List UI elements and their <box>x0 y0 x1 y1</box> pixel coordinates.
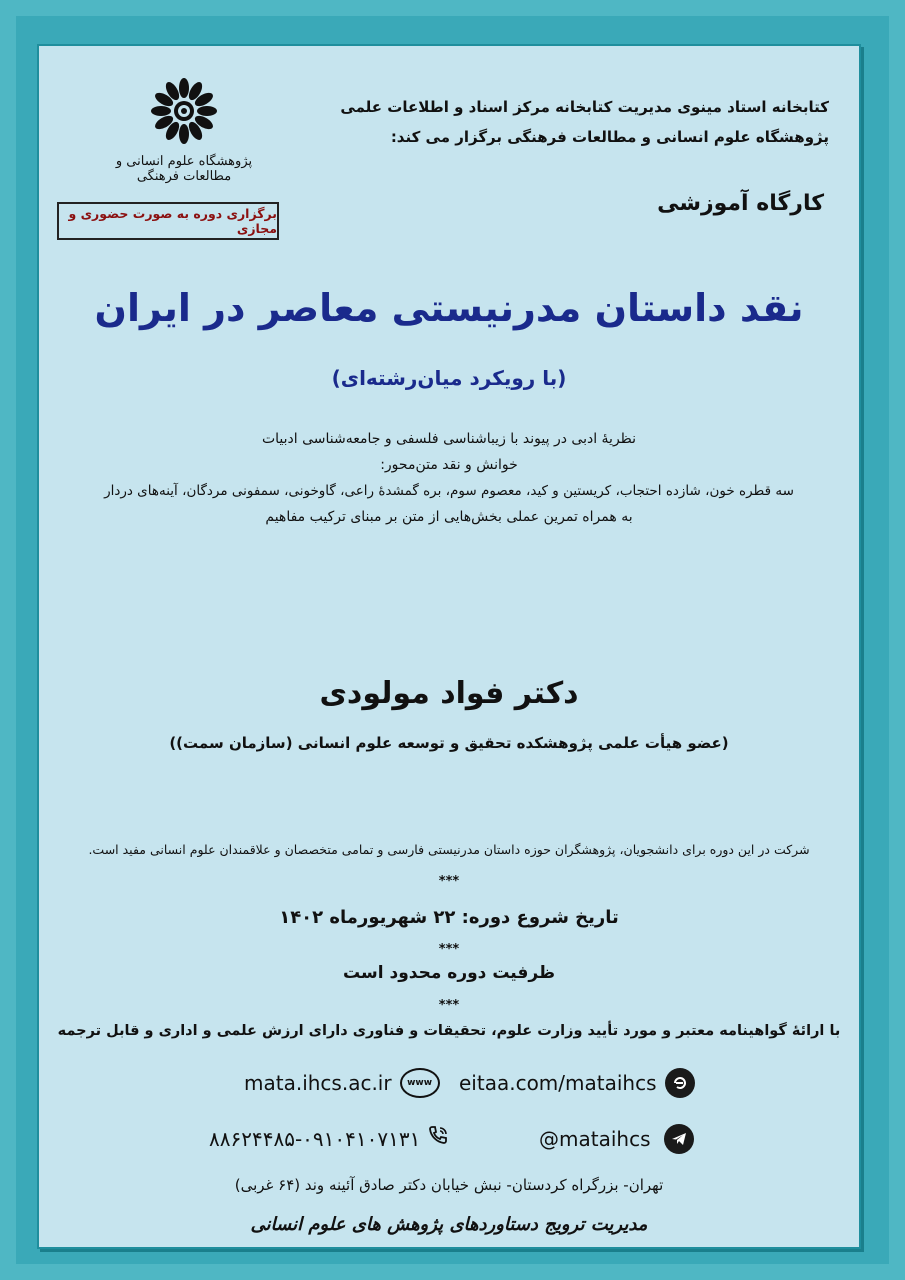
separator-2: *** <box>438 942 460 957</box>
start-date: تاریخ شروع دوره: ۲۲ شهریورماه ۱۴۰۲ <box>279 907 619 928</box>
telegram-handle[interactable]: @mataihcs <box>539 1127 651 1151</box>
phone-numbers[interactable]: ۸۸۶۲۴۴۸۵-۰۹۱۰۴۱۰۷۱۳۱ <box>209 1126 421 1151</box>
eitaa-url[interactable]: eitaa.com/mataihcs <box>459 1071 657 1095</box>
globe-icon: www <box>400 1068 440 1098</box>
workshop-title: نقد داستان مدرنیستی معاصر در ایران <box>94 286 804 330</box>
eitaa-icon <box>665 1068 695 1098</box>
website-url[interactable]: mata.ihcs.ac.ir <box>244 1071 392 1095</box>
address: تهران- بزرگراه کردستان- نبش خیابان دکتر صادق آئینه وند (۶۴ غربی) <box>234 1176 664 1194</box>
workshop-label: کارگاه آموزشی <box>657 191 824 216</box>
separator-1: *** <box>438 874 460 889</box>
description-line-4: به همراه تمرین عملی بخش‌هایی از متن بر مبنای ترکیب مفاهیم <box>265 509 633 525</box>
separator-3: *** <box>438 998 460 1013</box>
phone-contact[interactable] <box>209 1124 450 1153</box>
instructor-affiliation: (عضو هیأت علمی پژوهشکده تحقیق و توسعه علوم انسانی (سازمان سمت)) <box>169 734 729 752</box>
workshop-subtitle: (با رویکرد میان‌رشته‌ای) <box>331 366 567 390</box>
certificate-note: با ارائهٔ گواهینامه معتبر و مورد تأیید وزارت علوم، تحقیقات و فناوری دارای ارزش علمی و اداری و قابل ترجمه <box>57 1023 841 1039</box>
institute-emblem-icon <box>149 76 219 146</box>
telegram-icon <box>664 1124 694 1154</box>
poster-card <box>37 44 861 1249</box>
website-contact[interactable] <box>244 1068 440 1098</box>
capacity-note: ظرفیت دوره محدود است <box>343 963 555 983</box>
footer-department: مدیریت ترویج دستاوردهای پژوهش های علوم انسانی <box>250 1214 648 1235</box>
attendance-mode-badge: برگزاری دوره به صورت حضوری و مجازی <box>57 202 279 240</box>
instructor-name: دکتر فواد مولودی <box>319 676 579 711</box>
institute-logo-text: پژوهشگاه علوم انسانی و مطالعات فرهنگی <box>115 154 253 184</box>
eitaa-contact[interactable] <box>459 1068 695 1098</box>
description-line-3: سه قطره خون، شازده احتجاب، کریستین و کید، معصوم سوم، بره گمشدهٔ راعی، گاوخونی، سمفونی مردگان، آینه‌های دردار <box>104 483 794 499</box>
organizer-line-1: کتابخانه استاد مینوی مدیریت کتابخانه مرکز اسناد و اطلاعات علمی <box>340 98 829 116</box>
description-line-2: خوانش و نقد متن‌محور: <box>380 457 518 473</box>
telegram-contact[interactable] <box>539 1124 694 1154</box>
target-audience: شرکت در این دوره برای دانشجویان، پژوهشگران حوزه داستان مدرنیستی فارسی و تمامی متخصصان و علاقمندان علوم انسانی مفید است. <box>88 842 810 857</box>
description-line-1: نظریهٔ ادبی در پیوند با زیباشناسی فلسفی و جامعه‌شناسی ادبیات <box>261 431 637 447</box>
phone-icon <box>426 1124 450 1153</box>
institute-logo <box>109 76 259 184</box>
organizer-line-2: پژوهشگاه علوم انسانی و مطالعات فرهنگی برگزار می کند: <box>390 128 829 146</box>
